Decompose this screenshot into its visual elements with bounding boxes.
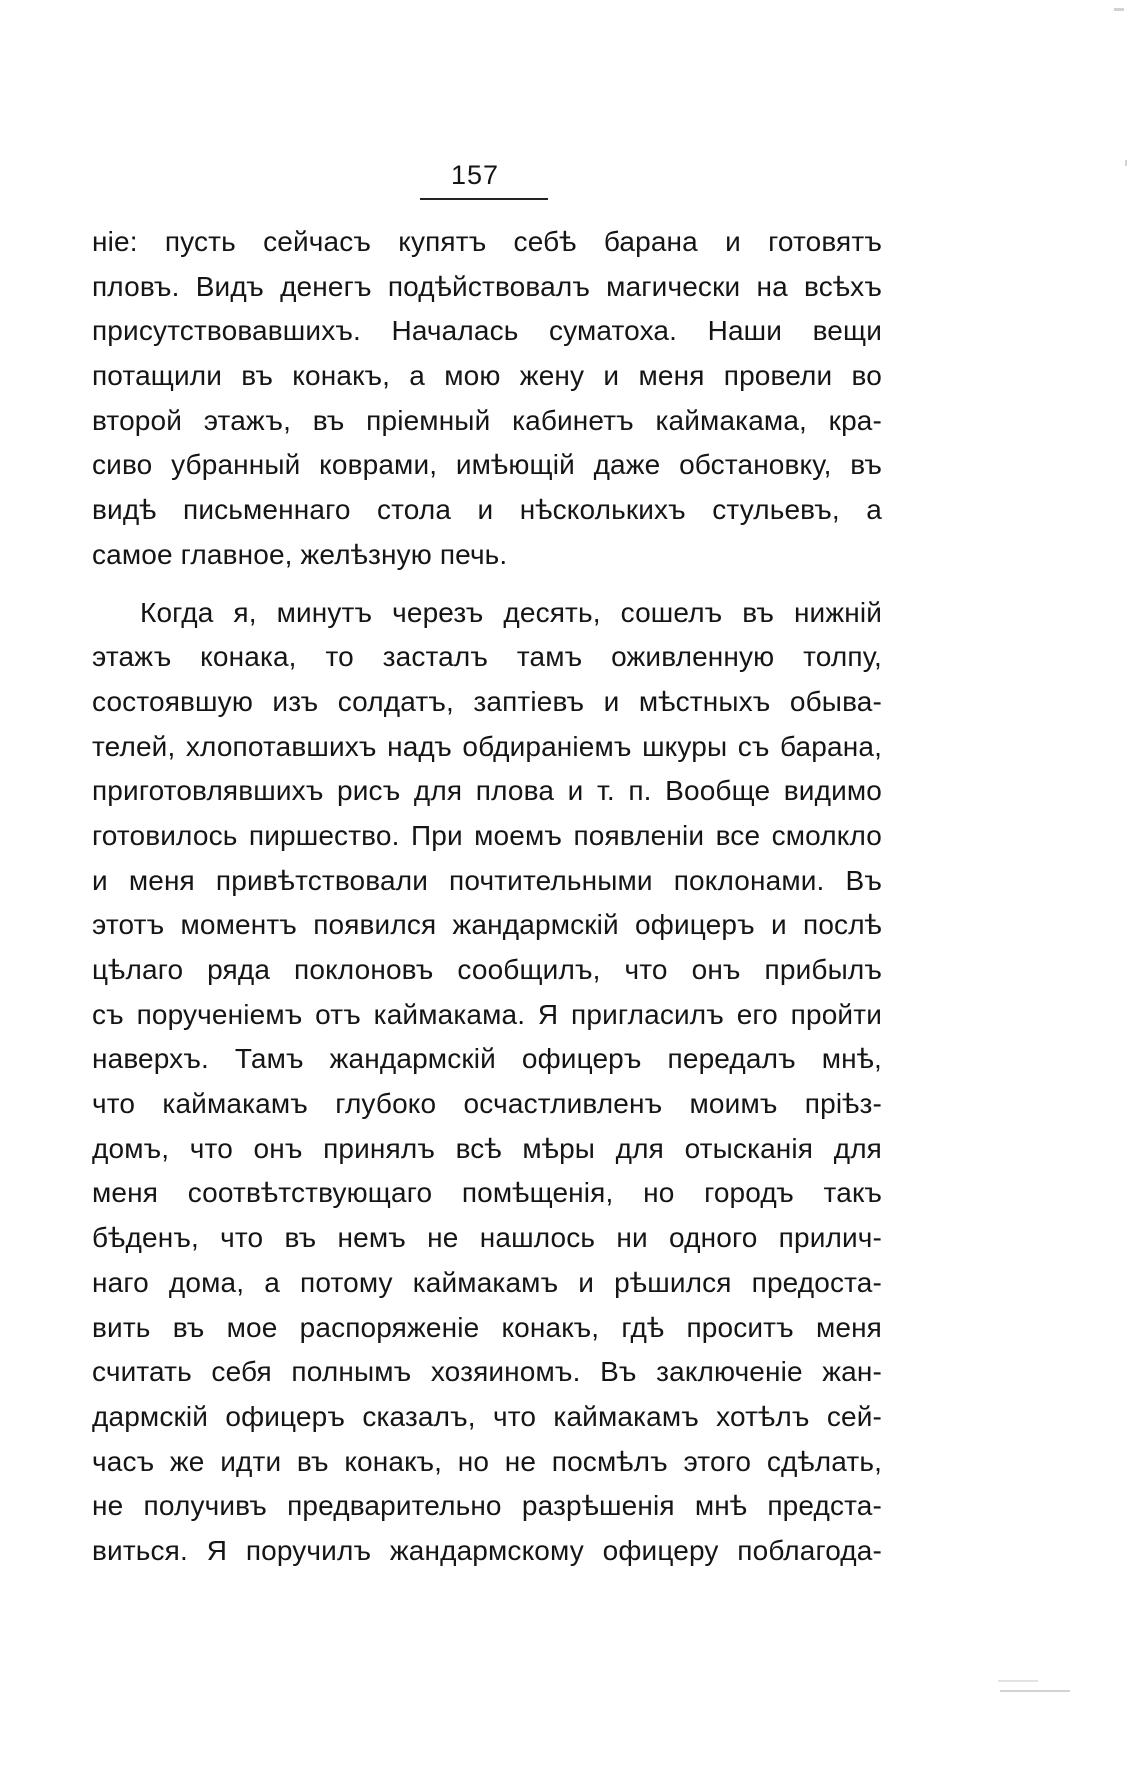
page-number-underline xyxy=(420,198,548,200)
text-line: состоявшую изъ солдатъ, заптiевъ и мѣстныхъ обыва- xyxy=(92,685,882,717)
scan-speck xyxy=(1000,1690,1070,1692)
text-line: вить въ мое распоряженiе конакъ, гдѣ проситъ меня xyxy=(92,1311,882,1343)
text-line: дармскiй офицеръ сказалъ, что каймакамъ хотѣлъ сей- xyxy=(92,1400,882,1432)
text-line: готовилось пиршество. При моемъ появленiи все смолкло xyxy=(92,819,882,851)
text-line: виться. Я поручилъ жандармскому офицеру поблагода- xyxy=(92,1534,882,1566)
text-line: съ порученiемъ отъ каймакама. Я пригласилъ его пройти xyxy=(92,998,882,1030)
scan-speck xyxy=(1114,8,1124,11)
paragraph-2 xyxy=(92,591,882,1574)
text-line: телей, хлопотавшихъ надъ обдиранiемъ шкуры съ барана, xyxy=(92,730,882,762)
text-line: сиво убранный коврами, имѣющiй даже обстановку, въ xyxy=(92,449,882,481)
page-number: 157 xyxy=(450,160,500,190)
text-line: пловъ. Видъ денегъ подѣйствовалъ магически на всѣхъ xyxy=(92,270,882,302)
text-line: этотъ моментъ появился жандармскiй офицеръ и послѣ xyxy=(92,909,882,941)
text-line: считать себя полнымъ хозяиномъ. Въ заключенiе жан- xyxy=(92,1356,882,1388)
text-line: меня соотвѣтствующаго помѣщенiя, но городъ такъ xyxy=(92,1177,882,1209)
text-line: и меня привѣтствовали почтительными поклонами. Въ xyxy=(92,864,882,896)
text-line: бѣденъ, что въ немъ не нашлось ни одного прилич- xyxy=(92,1222,882,1254)
text-line: Когда я, минутъ черезъ десять, сошелъ въ нижнiй xyxy=(140,596,882,628)
text-line: присутствовавшихъ. Началась суматоха. Наши вещи xyxy=(92,315,882,347)
text-line: приготовлявшихъ рисъ для плова и т. п. Вообще видимо xyxy=(92,775,882,807)
text-line: не получивъ предварительно разрѣшенiя мнѣ предста- xyxy=(92,1490,882,1522)
text-line: наверхъ. Тамъ жандармскiй офицеръ передалъ мнѣ, xyxy=(92,1043,882,1075)
text-line: этажъ конака, то засталъ тамъ оживленную толпу, xyxy=(92,641,882,673)
text-line: нiе: пусть сейчасъ купятъ себѣ барана и готовятъ xyxy=(92,226,882,257)
body-text xyxy=(92,220,882,1574)
paragraph-1 xyxy=(92,220,882,578)
text-line: что каймакамъ глубоко осчастливленъ моимъ прiѣз- xyxy=(92,1088,882,1120)
text-line: часъ же идти въ конакъ, но не посмѣлъ этого сдѣлать, xyxy=(92,1445,882,1477)
text-line: наго дома, а потому каймакамъ и рѣшился предоста- xyxy=(92,1266,882,1298)
scan-speck xyxy=(1125,160,1127,166)
text-line: потащили въ конакъ, а мою жену и меня провели во xyxy=(92,360,882,392)
text-line: самое главное, желѣзную печь. xyxy=(92,538,508,570)
text-line: цѣлаго ряда поклоновъ сообщилъ, что онъ прибылъ xyxy=(92,954,882,985)
text-line: видѣ письменнаго стола и нѣсколькихъ стульевъ, а xyxy=(92,494,882,526)
text-line: второй этажъ, въ прiемный кабинетъ каймакама, кра- xyxy=(92,404,882,436)
scan-speck xyxy=(998,1680,1038,1682)
text-line: домъ, что онъ принялъ всѣ мѣры для отысканiя для xyxy=(92,1132,882,1164)
